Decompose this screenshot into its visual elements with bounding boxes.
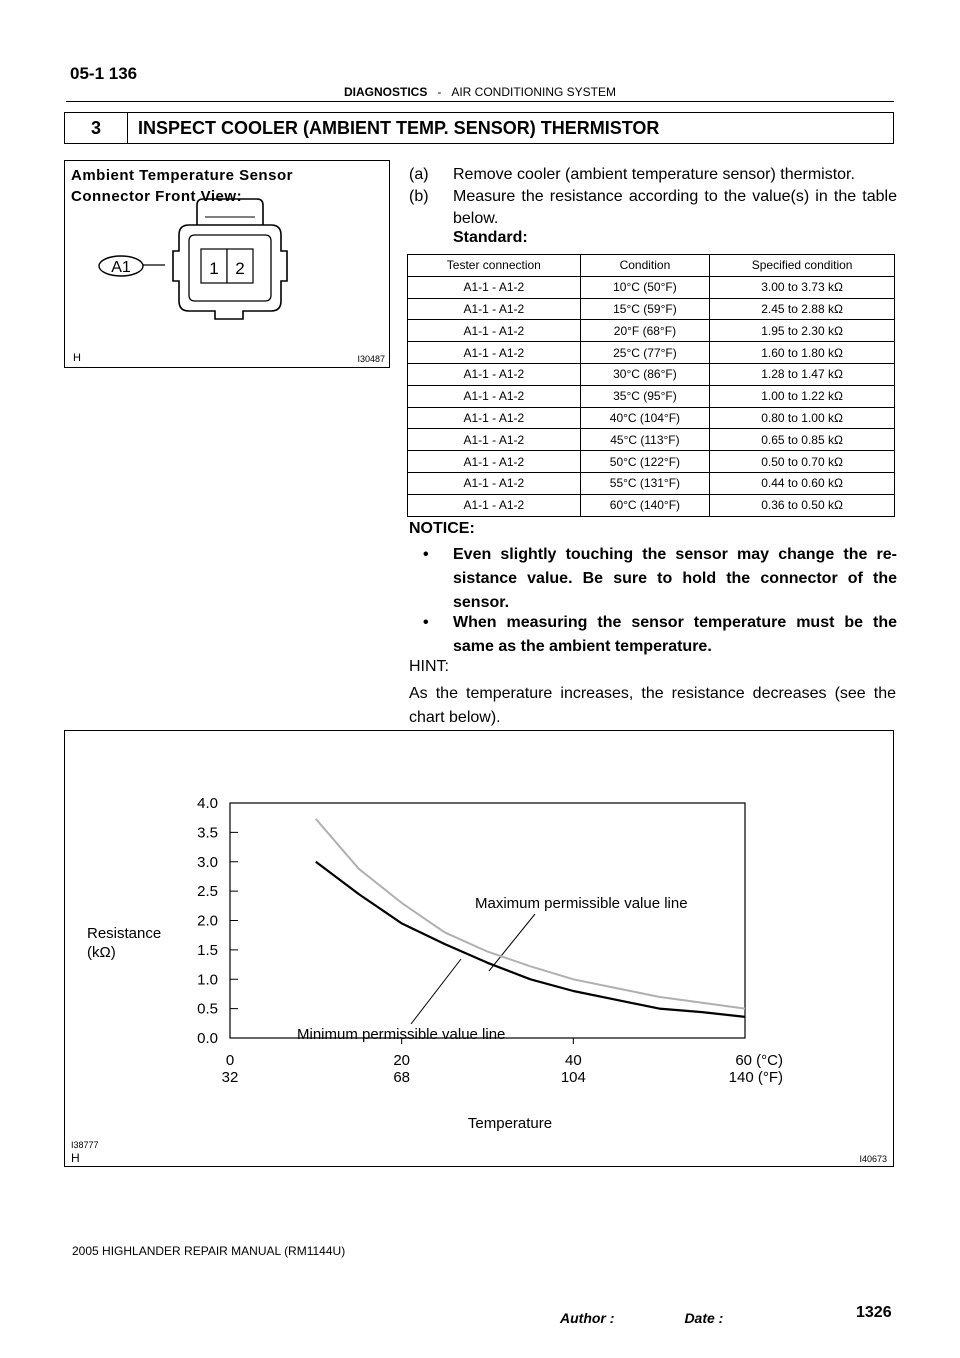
table-cell: A1-1 - A1-2 bbox=[408, 429, 581, 451]
bullet-dot: • bbox=[423, 614, 429, 631]
hint-text: As the temperature increases, the resistance decreases (see the chart below). bbox=[409, 685, 896, 726]
standard-label: Standard: bbox=[453, 229, 528, 246]
table-cell: A1-1 - A1-2 bbox=[408, 298, 581, 320]
x-tick-label-f: 104 bbox=[560, 1069, 586, 1086]
pin-label-1: 1 bbox=[209, 259, 219, 278]
legend-min-leader bbox=[411, 959, 461, 1024]
table-cell: A1-1 - A1-2 bbox=[408, 363, 581, 385]
legend-max-leader bbox=[489, 914, 535, 971]
bullet-dot: • bbox=[423, 546, 429, 563]
table-row bbox=[408, 407, 895, 429]
spec-table bbox=[407, 254, 895, 517]
table-cell: A1-1 - A1-2 bbox=[408, 407, 581, 429]
table-cell: 50°C (122°F) bbox=[580, 451, 710, 473]
connector-drawing bbox=[65, 161, 388, 366]
step-text: Measure the resistance according to the value(s) in the table below. bbox=[453, 188, 897, 227]
notice-item bbox=[409, 611, 897, 659]
table-row bbox=[408, 451, 895, 473]
table-cell: A1-1 - A1-2 bbox=[408, 451, 581, 473]
table-cell: 0.50 to 0.70 kΩ bbox=[710, 451, 895, 473]
table-cell: A1-1 - A1-2 bbox=[408, 342, 581, 364]
notice-text: Even slightly touching the sensor may change the re- sistance value. Be sure to hold the connector of the sensor. bbox=[453, 546, 897, 611]
y-tick-label: 1.0 bbox=[197, 971, 218, 989]
table-cell: 3.00 to 3.73 kΩ bbox=[710, 276, 895, 298]
connector-latch bbox=[197, 199, 263, 225]
step-text: Remove cooler (ambient temperature sensor) thermistor. bbox=[453, 166, 855, 183]
table-cell: 30°C (86°F) bbox=[580, 363, 710, 385]
table-cell: 55°C (131°F) bbox=[580, 472, 710, 494]
table-cell: 1.60 to 1.80 kΩ bbox=[710, 342, 895, 364]
table-row bbox=[408, 494, 895, 516]
figure-code-right: I40673 bbox=[859, 1154, 887, 1164]
y-tick-label: 3.5 bbox=[197, 824, 218, 842]
table-cell: A1-1 - A1-2 bbox=[408, 494, 581, 516]
table-header-row bbox=[408, 255, 895, 277]
author-label: Author : bbox=[560, 1310, 615, 1326]
table-cell: A1-1 - A1-2 bbox=[408, 385, 581, 407]
pin-label-2: 2 bbox=[235, 259, 245, 278]
y-tick-label: 2.0 bbox=[197, 912, 218, 930]
table-row bbox=[408, 385, 895, 407]
table-cell: 40°C (104°F) bbox=[580, 407, 710, 429]
footer: 2005 HIGHLANDER REPAIR MANUAL (RM1144U) bbox=[72, 1244, 346, 1258]
table-cell: 25°C (77°F) bbox=[580, 342, 710, 364]
figure-caption-line1: Ambient Temperature Sensor bbox=[71, 167, 293, 184]
x-tick-label-f: 32 bbox=[221, 1069, 239, 1086]
header-topic: AIR CONDITIONING SYSTEM bbox=[451, 85, 617, 99]
table-row bbox=[408, 298, 895, 320]
y-tick-label: 3.0 bbox=[197, 853, 218, 871]
table-cell: 20°F (68°F) bbox=[580, 320, 710, 342]
table-header: Tester connection bbox=[408, 255, 581, 277]
notice-heading: NOTICE: bbox=[409, 520, 475, 537]
table-cell: 60°C (140°F) bbox=[580, 494, 710, 516]
table-cell: 1.95 to 2.30 kΩ bbox=[710, 320, 895, 342]
y-tick-label: 4.0 bbox=[197, 795, 218, 812]
y-tick-label: 1.5 bbox=[197, 941, 218, 959]
table-cell: 0.44 to 0.60 kΩ bbox=[710, 472, 895, 494]
x-tick-label-f: 68 bbox=[393, 1069, 411, 1086]
table-cell: A1-1 - A1-2 bbox=[408, 472, 581, 494]
x-tick-label-c: 40 bbox=[564, 1052, 582, 1069]
section-title: INSPECT COOLER (AMBIENT TEMP. SENSOR) THERMISTOR bbox=[138, 117, 660, 138]
figure-code: I30487 bbox=[357, 354, 385, 364]
table-cell: A1-1 - A1-2 bbox=[408, 276, 581, 298]
notice-text: When measuring the sensor temperature must be the same as the ambient temperature. bbox=[453, 614, 897, 655]
figure-mark: H bbox=[73, 352, 81, 364]
resistance-chart bbox=[65, 731, 892, 1165]
table-cell: 1.00 to 1.22 kΩ bbox=[710, 385, 895, 407]
author-date-line bbox=[560, 1310, 723, 1326]
table-row bbox=[408, 472, 895, 494]
page-header bbox=[66, 85, 894, 99]
table-cell: 45°C (113°F) bbox=[580, 429, 710, 451]
step-label: (b) bbox=[409, 188, 429, 205]
y-axis-unit: (kΩ) bbox=[87, 944, 116, 961]
table-cell: 10°C (50°F) bbox=[580, 276, 710, 298]
table-cell: 35°C (95°F) bbox=[580, 385, 710, 407]
y-tick-label: 0.5 bbox=[197, 1000, 218, 1018]
legend-max-label: Maximum permissible value line bbox=[475, 895, 688, 912]
table-cell: 0.80 to 1.00 kΩ bbox=[710, 407, 895, 429]
x-tick-label-c: 0 bbox=[225, 1052, 235, 1069]
table-row bbox=[408, 429, 895, 451]
connector-figure bbox=[64, 160, 390, 368]
section-heading bbox=[64, 112, 894, 144]
y-axis-label: Resistance bbox=[87, 925, 162, 942]
x-axis-label: Temperature bbox=[467, 1115, 553, 1132]
table-header: Specified condition bbox=[710, 255, 895, 277]
connector-label: A1 bbox=[111, 259, 131, 276]
page-number: 05-1 136 bbox=[70, 64, 138, 83]
y-tick-label: 2.5 bbox=[197, 883, 218, 901]
table-cell: 15°C (59°F) bbox=[580, 298, 710, 320]
table-cell: 2.45 to 2.88 kΩ bbox=[710, 298, 895, 320]
table-cell: 1.28 to 1.47 kΩ bbox=[710, 363, 895, 385]
table-row bbox=[408, 342, 895, 364]
header-section: DIAGNOSTICS bbox=[343, 85, 428, 99]
date-label: Date : bbox=[684, 1310, 724, 1326]
x-tick-label-f: 140 (°F) bbox=[728, 1069, 783, 1086]
table-cell: 0.65 to 0.85 kΩ bbox=[710, 429, 895, 451]
page-id: 1326 bbox=[856, 1304, 892, 1321]
section-number: 3 bbox=[65, 113, 128, 143]
table-cell: A1-1 - A1-2 bbox=[408, 320, 581, 342]
table-row bbox=[408, 363, 895, 385]
figure-mark: H bbox=[71, 1151, 80, 1165]
hint-heading: HINT: bbox=[409, 658, 449, 675]
table-row bbox=[408, 320, 895, 342]
header-rule bbox=[66, 101, 894, 102]
table-row bbox=[408, 276, 895, 298]
header-dash: - bbox=[437, 85, 442, 99]
legend-min-label: Minimum permissible value line bbox=[297, 1026, 506, 1043]
table-header: Condition bbox=[580, 255, 710, 277]
step-label: (a) bbox=[409, 166, 429, 183]
table-cell: 0.36 to 0.50 kΩ bbox=[710, 494, 895, 516]
notice-item bbox=[409, 543, 897, 615]
y-tick-label: 0.0 bbox=[197, 1030, 218, 1047]
figure-code-left: I38777 bbox=[71, 1140, 99, 1150]
figure-caption-line2: Connector Front View: bbox=[71, 188, 243, 205]
x-tick-label-c: 60 (°C) bbox=[735, 1052, 783, 1069]
x-tick-label-c: 20 bbox=[393, 1052, 411, 1069]
plot-frame bbox=[230, 803, 745, 1038]
resistance-chart-figure bbox=[64, 730, 894, 1167]
